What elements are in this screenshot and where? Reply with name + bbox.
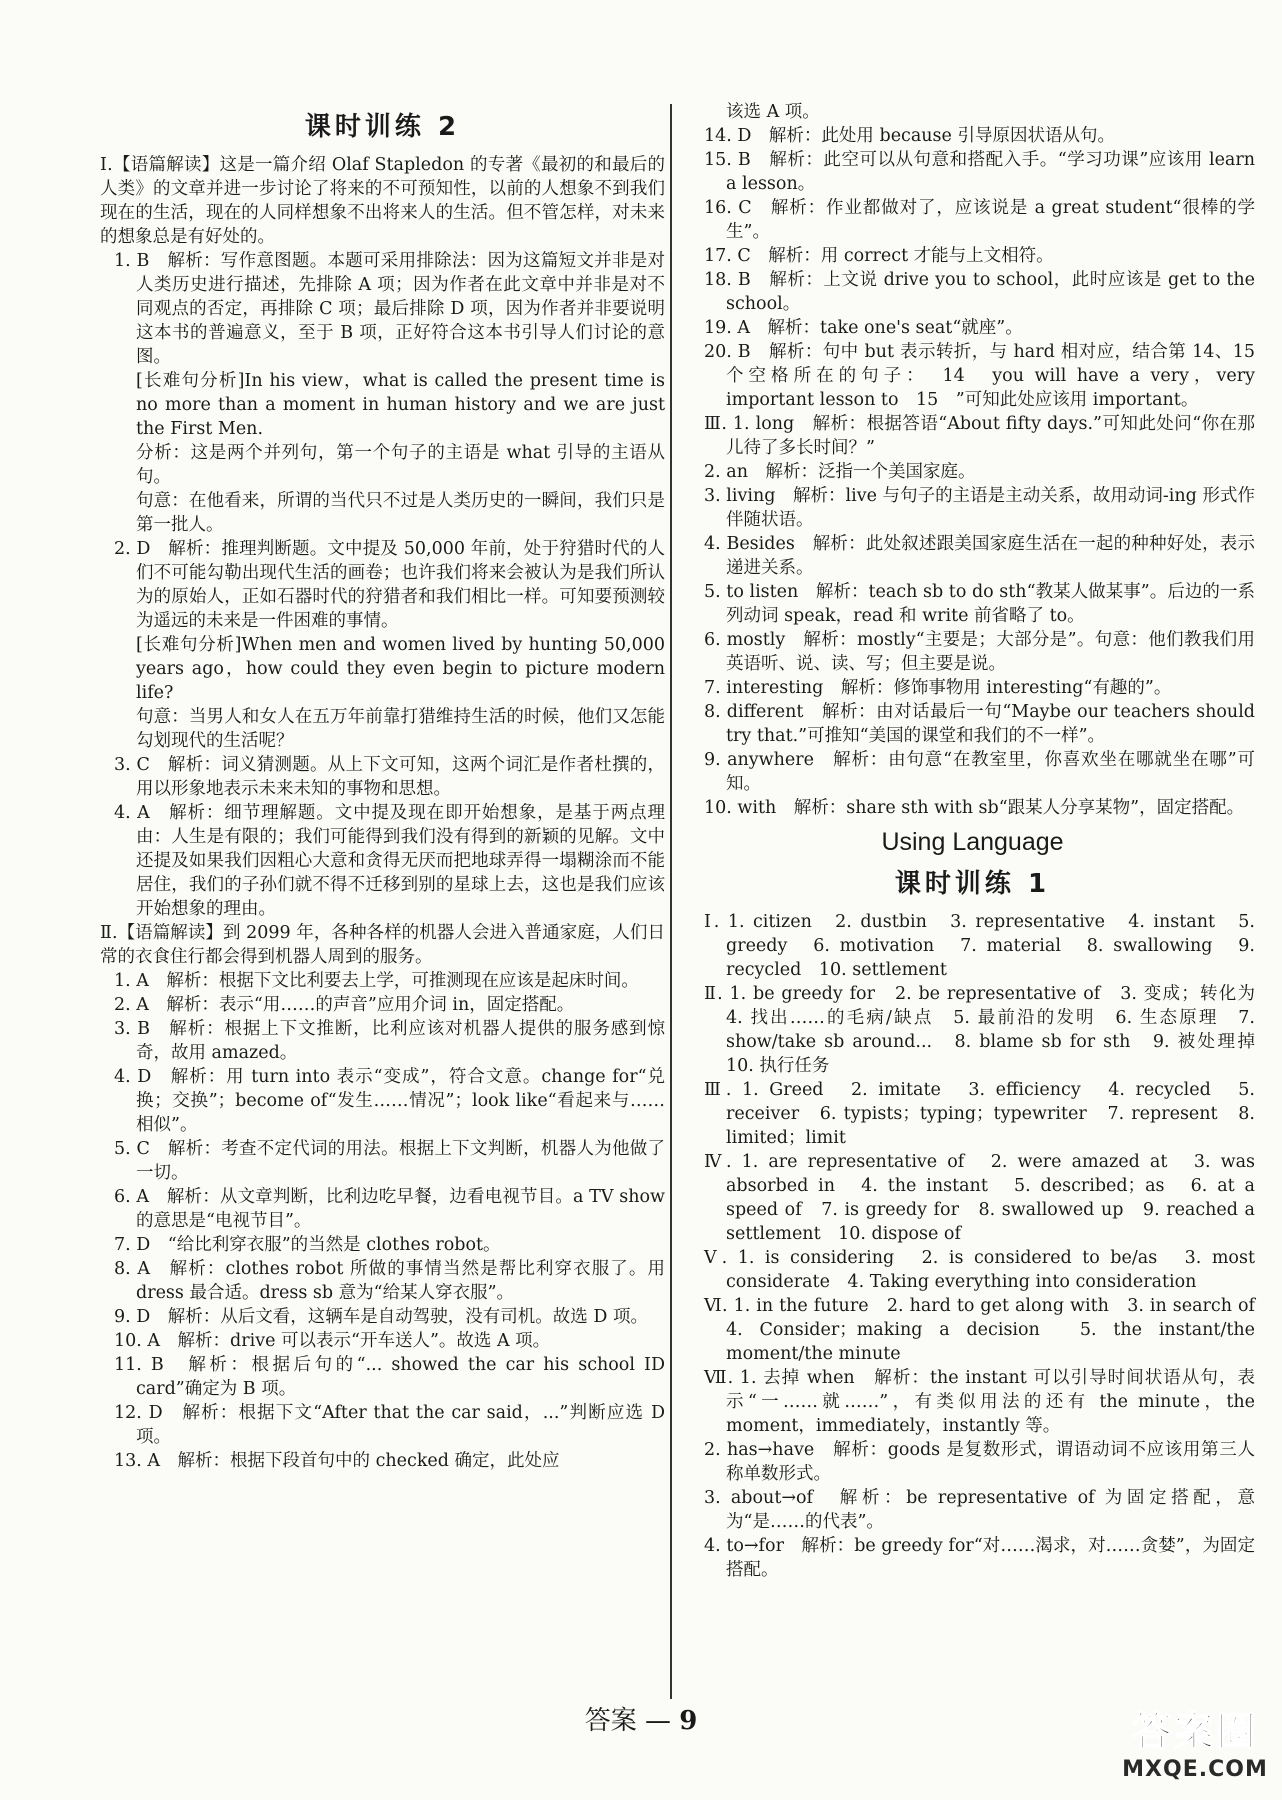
answer-item: 3. about→of 解析：be representative of 为固定搭配，意为“是……的代表”。 xyxy=(704,1488,1255,1532)
answer-item: 6. A 解析：从文章判断，比利边吃早餐，边看电视节目。a TV show 的意思是“电视节目”。 xyxy=(114,1187,665,1231)
answer-item: 2. D 解析：推理判断题。文中提及 50,000 年前，处于狩猎时代的人们不可能勾勒出现代生活的画卷；也许我们将来会被认为是我们所认为的原始人，正如石器时代的狩猎者和我们相比一样。可知要预测较为遥远的未来是一件困难的事情。 xyxy=(114,539,665,631)
answer-item: 6. mostly 解析：mostly“主要是；大部分是”。句意：他们教我们用英语听、说、读、写；但主要是说。 xyxy=(704,630,1255,674)
answer-group: Ⅴ. 1. is considering 2. is considered to be/as 3. most considerate 4. Taking everything into consideration xyxy=(704,1248,1255,1292)
answer-item: 19. A 解析：take one's seat“就座”。 xyxy=(704,318,1023,338)
passage-summary-1: Ⅰ.【语篇解读】这是一篇介绍 Olaf Stapledon 的专著《最初的和最后的人类》的文章并进一步讨论了将来的不可预知性，以前的人想象不到我们现在的生活，现在的人同样想象不出将来人的生活。但不管怎样，对未来的想象总是有好处的。 xyxy=(100,155,665,247)
watermark-logo xyxy=(1120,1700,1270,1792)
answer-item: 4. A 解析：细节理解题。文中提及现在即开始想象，是基于两点理由：人生是有限的；我们可能得到我们没有得到的新颖的见解。文中还提及如果我们因粗心大意和贪得无厌而把地球弄得一塌糊涂而不能居住，我们的子孙们就不得不迁移到别的星球上去，这也是我们应该开始想象的理由。 xyxy=(114,803,665,919)
answer-item: 9. D 解析：从后文看，这辆车是自动驾驶，没有司机。故选 D 项。 xyxy=(114,1307,648,1327)
answer-item: 4. D 解析：用 turn into 表示“变成”，符合文意。change for“兑换；交换”；become of“发生……情况”；look like“看起来与……相似”。 xyxy=(114,1067,665,1135)
analysis-note: 分析：这是两个并列句，第一个句子的主语是 what 引导的主语从句。 xyxy=(136,443,665,487)
answer-item: 11. B 解析：根据后句的“... showed the car his school ID card”确定为 B 项。 xyxy=(114,1355,665,1399)
answer-item: 8. A 解析：clothes robot 所做的事情当然是帮比利穿衣服了。用 dress 最合适。dress sb 意为“给某人穿衣服”。 xyxy=(114,1259,665,1303)
answer-continuation: 该选 A 项。 xyxy=(726,102,820,122)
answer-item: 1. A 解析：根据下文比利要去上学，可推测现在应该是起床时间。 xyxy=(114,971,639,991)
answer-item: 13. A 解析：根据下段首句中的 checked 确定，此处应 xyxy=(114,1451,560,1471)
answer-item: 3. C 解析：词义猜测题。从上下文可知，这两个词汇是作者杜撰的，用以形象地表示未来未知的事物和思想。 xyxy=(114,755,665,799)
answer-item: 16. C 解析：作业都做对了，应该说是 a great student“很棒的学生”。 xyxy=(704,198,1255,242)
sentence-meaning: 句意：当男人和女人在五万年前靠打猎维持生活的时候，他们又怎能勾划现代的生活呢？ xyxy=(136,707,665,751)
answer-item: 12. D 解析：根据下文“After that the car said，...”判断应选 D 项。 xyxy=(114,1403,665,1447)
sentence-analysis: [长难句分析]When men and women lived by hunting 50,000 years ago，how could they even begin to picture modern life? xyxy=(136,635,665,703)
answer-item: 3. living 解析：live 与句子的主语是主动关系，故用动词-ing 形式作伴随状语。 xyxy=(704,486,1255,530)
answer-item: 20. B 解析：句中 but 表示转折，与 hard 相对应，结合第 14、15 个空格所在的句子： 14 you will have a very，very important lesson to 15 ”可知此处应该用 important。 xyxy=(704,342,1255,410)
left-column xyxy=(100,102,665,1473)
sentence-analysis: [长难句分析]In his view，what is called the present time is no more than a moment in human history and we are just the First Men. xyxy=(136,371,665,439)
passage-summary-2: Ⅱ.【语篇解读】到 2099 年，各种各样的机器人会进入普通家庭，人们日常的衣食住行都会得到机器人周到的服务。 xyxy=(100,923,665,967)
answer-item: Ⅲ. 1. long 解析：根据答语“About fifty days.”可知此处问“你在那儿待了多长时间？” xyxy=(704,414,1255,458)
answer-item: 5. C 解析：考查不定代词的用法。根据上下文判断，机器人为他做了一切。 xyxy=(114,1139,665,1183)
answer-item: 3. B 解析：根据上下文推断，比利应该对机器人提供的服务感到惊奇，故用 amazed。 xyxy=(114,1019,665,1063)
answer-item: 1. B 解析：写作意图题。本题可采用排除法：因为这篇短文并非是对人类历史进行描述，先排除 A 项；因为作者在此文章中并非是对不同观点的否定，再排除 C 项；最后排除 D 项，因为作者并非要说明这本书的普遍意义，至于 B 项，正好符合这本书引导人们讨论的意图。 xyxy=(114,251,665,367)
section-title: 课时训练 1 xyxy=(894,869,1051,899)
answer-item: 7. D “给比利穿衣服”的当然是 clothes robot。 xyxy=(114,1235,501,1255)
page-number: 9 xyxy=(679,1706,698,1736)
sentence-meaning: 句意：在他看来，所谓的当代只不过是人类历史的一瞬间，我们只是第一批人。 xyxy=(136,491,665,535)
column-divider xyxy=(670,104,672,1699)
page-footer xyxy=(0,1700,1282,1737)
answer-item: 2. A 解析：表示“用……的声音”应用介词 in，固定搭配。 xyxy=(114,995,575,1015)
answer-item: 8. different 解析：由对话最后一句“Maybe our teachers should try that.”可推知“美国的课堂和我们的不一样”。 xyxy=(704,702,1255,746)
answer-item: 7. interesting 解析：修饰事物用 interesting“有趣的”。 xyxy=(704,678,1172,698)
right-column xyxy=(690,100,1273,1582)
answer-group: Ⅶ. 1. 去掉 when 解析：the instant 可以引导时间状语从句，表示“一……就……”，有类似用法的还有 the minute，the moment，immediately，instantly 等。 xyxy=(704,1368,1255,1436)
answer-item: 4. Besides 解析：此处叙述跟美国家庭生活在一起的种种好处，表示递进关系。 xyxy=(704,534,1255,578)
answer-group: Ⅱ. 1. be greedy for 2. be representative of 3. 变成；转化为 4. 找出……的毛病/缺点 5. 最前沿的发明 6. 生态原理 7. show/take sb around... 8. blame sb for sth 9. 被处理掉 10. 执行任务 xyxy=(704,984,1273,1076)
answer-item: 2. an 解析：泛指一个美国家庭。 xyxy=(704,462,976,482)
answer-item: 9. anywhere 解析：由句意“在教室里，你喜欢坐在哪就坐在哪”可知。 xyxy=(704,750,1255,794)
section-title: 课时训练 2 xyxy=(304,112,461,142)
answer-item: 5. to listen 解析：teach sb to do sth“教某人做某事”。后边的一系列动词 speak，read 和 write 前省略了 to。 xyxy=(704,582,1255,626)
answer-item: 17. C 解析：用 correct 才能与上文相符。 xyxy=(704,246,1054,266)
section-heading: Using Language xyxy=(881,828,1064,856)
answer-item: 4. to→for 解析：be greedy for“对……渴求，对……贪婪”，为固定搭配。 xyxy=(704,1536,1255,1580)
answer-item: 18. B 解析：上文说 drive you to school，此时应该是 get to the school。 xyxy=(704,270,1255,314)
answer-group: Ⅲ. 1. Greed 2. imitate 3. efficiency 4. recycled 5. receiver 6. typists；typing；typewriter 7. represent 8. limited；limit xyxy=(704,1080,1255,1148)
answer-group: Ⅳ. 1. are representative of 2. were amazed at 3. was absorbed in 4. the instant 5. described；as 6. at a speed of 7. is greedy for 8. swallowed up 9. reached a settlement 10. dispose of xyxy=(704,1152,1255,1244)
answer-item: 10. A 解析：drive 可以表示“开车送人”。故选 A 项。 xyxy=(114,1331,551,1351)
answer-group: Ⅰ. 1. citizen 2. dustbin 3. representative 4. instant 5. greedy 6. motivation 7. material 8. swallowing 9. recycled 10. settlement xyxy=(704,912,1255,980)
answer-group: Ⅵ. 1. in the future 2. hard to get along with 3. in search of 4. Consider；making a decision 5. the instant/the moment/the minute xyxy=(704,1296,1273,1364)
footer-label: 答案 — xyxy=(584,1706,680,1736)
answer-item: 15. B 解析：此空可以从句意和搭配入手。“学习功课”应该用 learn a lesson。 xyxy=(704,150,1255,194)
answer-item: 10. with 解析：share sth with sb“跟某人分享某物”，固定搭配。 xyxy=(704,798,1245,818)
watermark-top-text: 答案圈 xyxy=(1132,1709,1258,1755)
answer-item: 2. has→have 解析：goods 是复数形式，谓语动词不应该用第三人称单数形式。 xyxy=(704,1440,1255,1484)
watermark-bottom-text: MXQE.COM xyxy=(1122,1757,1268,1782)
answer-item: 14. D 解析：此处用 because 引导原因状语从句。 xyxy=(704,126,1115,146)
